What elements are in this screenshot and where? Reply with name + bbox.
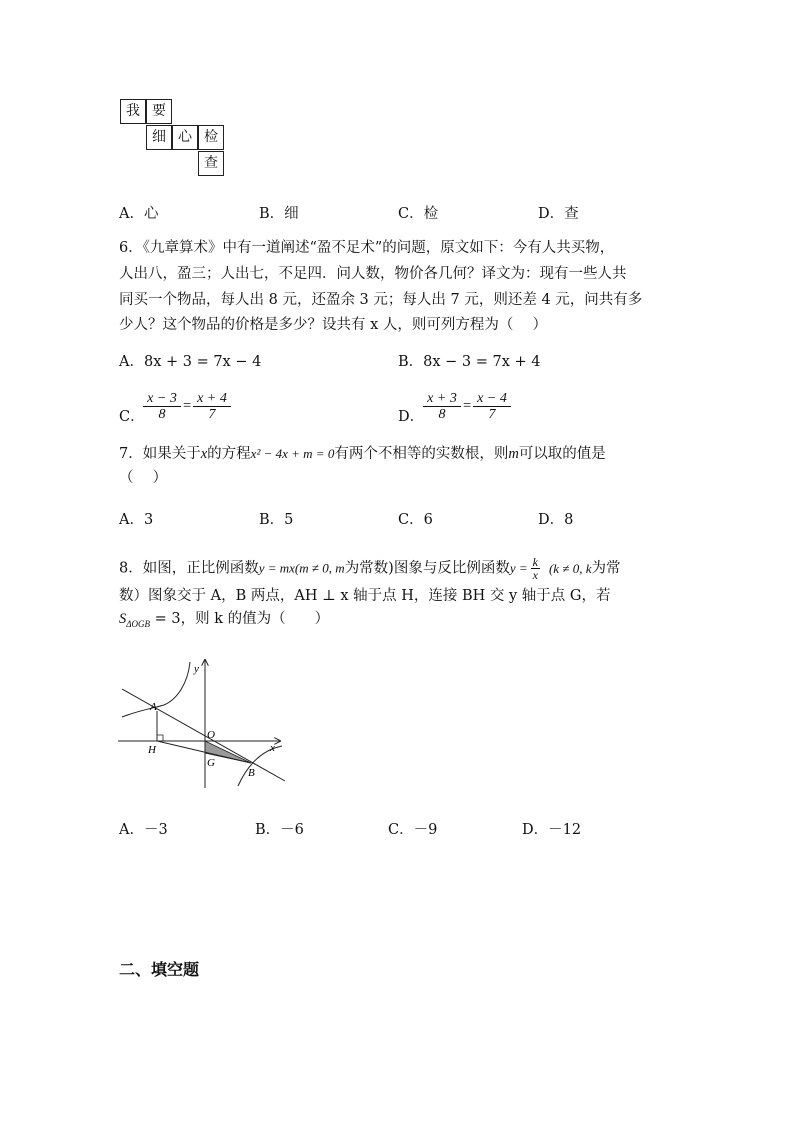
fraction-numerator: x + 3: [427, 391, 457, 406]
q6-option-d-left-fraction: [423, 391, 461, 422]
q8-equation-2: y =: [509, 560, 528, 576]
q8-text: 为常: [591, 560, 621, 577]
q8-text: 为常数)图象与反比例函数: [344, 560, 510, 577]
q6-option-c-equals: =: [183, 398, 192, 414]
q7-var-m: m: [508, 446, 519, 462]
q6-stem-line-1: 6．《九章算术》中有一道阐述“盈不足术”的问题，原文如下：今有人共买物，: [119, 240, 615, 256]
puzzle-cell: 心: [172, 125, 198, 150]
label-a: A: [150, 701, 157, 713]
hyperbola-branch-lower-right: [238, 746, 282, 786]
fraction-denominator: 8: [423, 406, 461, 422]
q7-stem-line-1: [119, 444, 606, 464]
segment-hb: [157, 741, 251, 763]
q7-option-d[interactable]: D．8: [538, 512, 574, 528]
label-y: y: [194, 663, 199, 675]
q7-var-x: x: [200, 446, 208, 462]
q8-stem-line-2: 数）图象交于 A，B 两点，AH ⊥ x 轴于点 H，连接 BH 交 y 轴于点 G，若: [119, 588, 611, 604]
q7-option-b[interactable]: B．5: [259, 512, 294, 528]
q6-option-d-equals: =: [463, 398, 472, 414]
q7-text: 有两个不相等的实数根，则: [334, 446, 509, 462]
q7-text: 的方程: [207, 446, 251, 462]
right-angle-marker: [157, 735, 163, 741]
q6-option-c-label[interactable]: C．: [119, 409, 145, 425]
proportional-function-line: [122, 689, 285, 781]
q5-option-d[interactable]: D．查: [538, 206, 579, 222]
q6-option-b[interactable]: B．8x − 3 = 7x + 4: [398, 354, 541, 370]
q5-option-a[interactable]: A．心: [119, 206, 159, 222]
q8-stem-line-1: [119, 556, 620, 581]
q8-text: 8．如图，正比例函数: [119, 560, 259, 577]
q8-text: = 3，则 k 的值为（ ）: [150, 611, 330, 627]
q5-option-b[interactable]: B．细: [259, 206, 299, 222]
puzzle-cell: 检: [198, 125, 224, 150]
q6-option-d-label[interactable]: D．: [398, 409, 425, 425]
q7-equation: x² − 4x + m = 0: [250, 446, 335, 461]
q8-equation-1: y = mx(m ≠ 0, m: [258, 560, 345, 576]
q7-option-a[interactable]: A．3: [119, 512, 154, 528]
q8-option-b[interactable]: B．－6: [255, 822, 304, 838]
fraction-numerator: x − 3: [147, 391, 177, 406]
q7-text: 可以取的值是: [518, 446, 606, 462]
q8-area-subscript: ΔOGB: [126, 618, 151, 629]
fraction-denominator: 8: [143, 406, 181, 422]
label-b: B: [248, 767, 255, 779]
section-heading: 二、填空题: [119, 960, 200, 979]
q8-k-over-x-fraction: [531, 556, 540, 581]
label-o: O: [207, 729, 215, 741]
label-g: G: [207, 757, 215, 769]
q7-text: 7．如果关于: [119, 446, 201, 462]
puzzle-cell: 查: [198, 151, 224, 176]
q6-option-d-right-fraction: [473, 391, 511, 422]
label-h: H: [148, 744, 156, 756]
q8-function-graph: [110, 650, 300, 795]
fraction-denominator: 7: [193, 406, 231, 422]
q8-option-c[interactable]: C．－9: [388, 822, 438, 838]
q8-option-d[interactable]: D．－12: [522, 822, 582, 838]
q8-option-a[interactable]: A．－3: [119, 822, 168, 838]
q7-option-c[interactable]: C．6: [398, 512, 433, 528]
q8-area-symbol: S: [119, 611, 127, 627]
fraction-numerator: x + 4: [197, 391, 227, 406]
q6-stem-line-4: 少人？这个物品的价格是多少？设共有 x 人，则可列方程为（ ）: [119, 317, 548, 333]
q8-stem-line-3: [119, 609, 329, 634]
q6-option-c-left-fraction: [143, 391, 181, 422]
q7-stem-line-2: （ ）: [119, 470, 168, 486]
q6-stem-line-2: 人出八，盈三；人出七，不足四．问人数，物价各几何？译文为：现有一些人共: [119, 266, 627, 282]
q5-option-c[interactable]: C．检: [398, 206, 439, 222]
q8-condition: (k ≠ 0, k: [548, 560, 592, 576]
q6-option-c-right-fraction: [193, 391, 231, 422]
q6-option-a[interactable]: A．8x + 3 = 7x − 4: [119, 354, 262, 370]
fraction-denominator: 7: [473, 406, 511, 422]
fraction-numerator: k: [532, 555, 538, 569]
fraction-denominator: x: [532, 568, 538, 582]
puzzle-cell: 细: [146, 125, 172, 150]
fraction-numerator: x − 4: [477, 391, 507, 406]
label-x: x: [270, 742, 275, 754]
puzzle-cell: 要: [146, 99, 172, 124]
q6-stem-line-3: 同买一个物品，每人出 8 元，还盈余 3 元；每人出 7 元，则还差 4 元，问共有多: [119, 292, 643, 308]
puzzle-cell: 我: [120, 99, 146, 124]
